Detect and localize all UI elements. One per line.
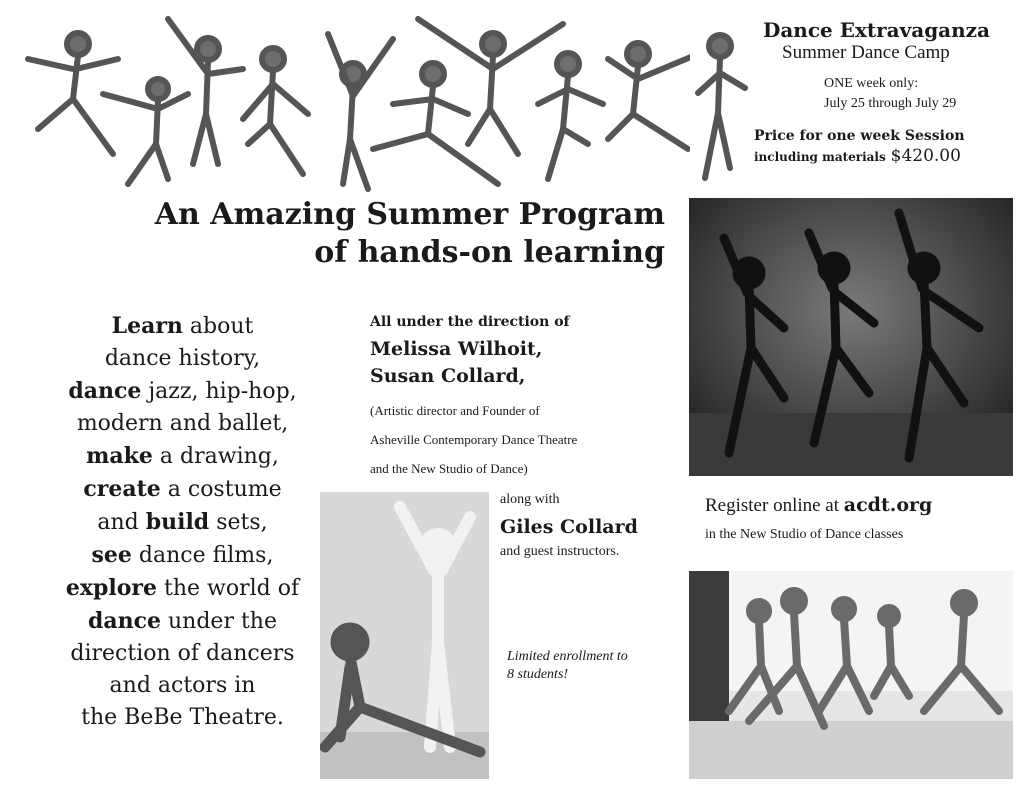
along-block (500, 492, 690, 560)
camp-title: Dance Extravaganza (763, 18, 990, 42)
price-includes: including materials (754, 150, 886, 164)
enrollment-line-1: Limited enrollment to (507, 649, 628, 664)
list-item: dance history, (104, 346, 261, 371)
register-note: in the New Studio of Dance classes (705, 527, 904, 542)
activities-list (40, 310, 325, 734)
list-item: dance jazz, hip-hop, (68, 378, 297, 404)
camp-subtitle: Summer Dance Camp (782, 42, 950, 63)
headline (100, 196, 665, 272)
price-amount: $420.00 (890, 146, 961, 166)
enrollment-note (507, 648, 687, 684)
list-item: Learn about (111, 313, 254, 339)
list-item: see dance films, (91, 542, 274, 568)
list-item: and build sets, (97, 509, 268, 535)
director-name-1: Melissa Wilhoit, (370, 338, 543, 360)
list-item: explore the world of (65, 575, 300, 601)
list-item: create a costume (83, 476, 282, 502)
jumping-girl-photo (690, 28, 752, 183)
direction-block (370, 314, 690, 483)
register-link[interactable]: acdt.org (843, 494, 933, 516)
along-intro: along with (500, 492, 560, 507)
bio-line-1: (Artistic director and Founder of (370, 403, 540, 418)
list-item: dance under the (87, 608, 277, 634)
list-item: modern and ballet, (76, 411, 289, 436)
bio-line-3: and the New Studio of Dance) (370, 461, 528, 476)
list-item: make a drawing, (86, 443, 279, 469)
price-block (754, 126, 965, 167)
enrollment-line-2: 8 students! (507, 667, 569, 682)
dance-class-photo (689, 571, 1013, 779)
jumping-kids-photo (8, 14, 708, 196)
list-item: direction of dancers (70, 641, 295, 666)
headline-line-2: of hands-on learning (314, 235, 665, 270)
list-item: the BeBe Theatre. (81, 705, 284, 730)
register-block (705, 494, 1015, 543)
direction-intro: All under the direction of (370, 314, 570, 330)
list-item: and actors in (109, 673, 256, 698)
camp-dates (824, 74, 956, 114)
stage-dancers-photo (689, 198, 1013, 476)
instructor-name: Giles Collard (500, 516, 638, 538)
kids-posing-photo (320, 492, 489, 779)
register-prefix: Register online at (705, 495, 844, 516)
week-note: ONE week only: (824, 76, 919, 91)
bio-line-2: Asheville Contemporary Dance Theatre (370, 432, 578, 447)
headline-line-1: An Amazing Summer Program (154, 197, 665, 232)
date-range: July 25 through July 29 (824, 96, 957, 111)
price-label: Price for one week Session (754, 128, 965, 144)
director-name-2: Susan Collard, (370, 365, 526, 387)
guest-instructors: and guest instructors. (500, 544, 620, 559)
